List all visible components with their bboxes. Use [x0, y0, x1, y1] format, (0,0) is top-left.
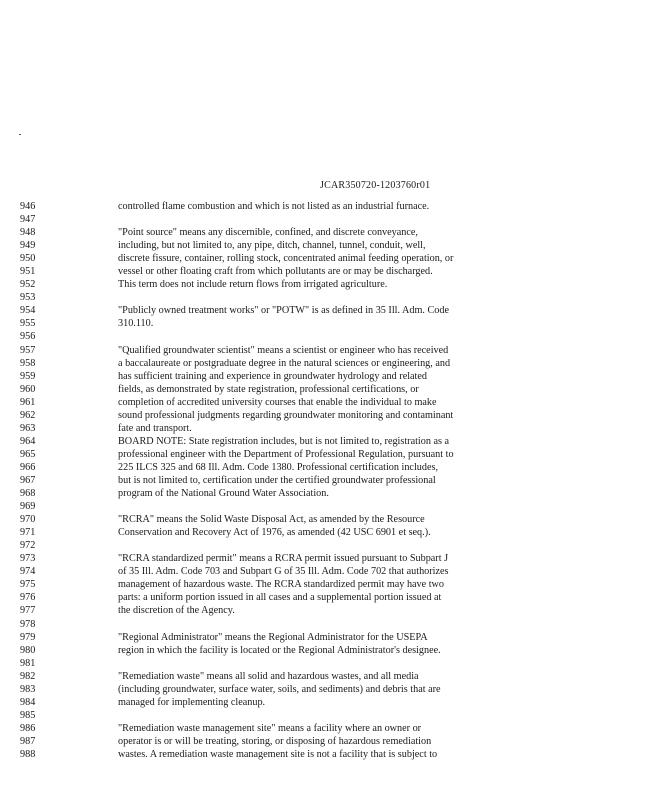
text-line: [0, 578, 671, 591]
text-line: [0, 631, 671, 644]
text-line: [0, 409, 671, 422]
line-text: Conservation and Recovery Act of 1976, as amended (42 USC 6901 et seq.).: [118, 527, 431, 539]
line-text: "Qualified groundwater scientist" means a scientist or engineer who has received: [118, 344, 449, 356]
text-line: [0, 552, 671, 565]
text-line: [0, 370, 671, 383]
line-text: 310.110.: [118, 318, 154, 330]
text-line: [0, 565, 671, 578]
line-number: 959: [20, 370, 36, 382]
text-line: [0, 696, 671, 709]
line-number: 963: [20, 422, 36, 434]
line-text: parts: a uniform portion issued in all cases and a supplemental portion issued at: [118, 592, 442, 604]
text-line: [0, 487, 671, 500]
text-line: [0, 657, 671, 670]
text-line: [0, 422, 671, 435]
line-number: 983: [20, 683, 36, 695]
text-line: [0, 200, 671, 213]
line-text: This term does not include return flows from irrigated agriculture.: [118, 279, 388, 291]
line-text: including, but not limited to, any pipe, ditch, channel, tunnel, conduit, well,: [118, 240, 426, 252]
line-text: management of hazardous waste. The RCRA standardized permit may have two: [118, 579, 444, 591]
line-number: 969: [20, 501, 36, 513]
text-line: [0, 226, 671, 239]
text-line: [0, 670, 671, 683]
line-text: "Point source" means any discernible, confined, and discrete conveyance,: [118, 227, 418, 239]
line-number: 980: [20, 644, 36, 656]
line-number: 951: [20, 266, 36, 278]
line-number: 950: [20, 253, 36, 265]
line-text: controlled flame combustion and which is not listed as an industrial furnace.: [118, 201, 430, 212]
line-number: 948: [20, 227, 36, 239]
line-number: 947: [20, 214, 36, 226]
text-line: [0, 239, 671, 252]
line-number: 964: [20, 435, 36, 447]
text-line: [0, 304, 671, 317]
text-line: [0, 344, 671, 357]
text-line: [0, 735, 671, 748]
line-number: 968: [20, 488, 36, 500]
line-number: 987: [20, 735, 36, 747]
line-number: 962: [20, 409, 36, 421]
line-text: wastes. A remediation waste management site is not a facility that is subject to: [118, 748, 438, 760]
text-line: [0, 500, 671, 513]
text-line: [0, 474, 671, 487]
text-line: [0, 604, 671, 617]
line-number: 975: [20, 579, 36, 591]
text-line: [0, 748, 671, 761]
line-number: 954: [20, 305, 36, 317]
line-text: region in which the facility is located or the Regional Administrator's designee.: [118, 644, 441, 656]
line-text: completion of accredited university courses that enable the individual to make: [118, 396, 437, 408]
line-number: 967: [20, 474, 36, 486]
line-number: 974: [20, 566, 36, 578]
line-text: vessel or other floating craft from which pollutants are or may be discharged.: [118, 266, 433, 278]
text-line: [0, 722, 671, 735]
line-number: 958: [20, 357, 36, 369]
text-line: [0, 618, 671, 631]
line-text: "Remediation waste" means all solid and hazardous wastes, and all media: [118, 670, 419, 682]
text-line: [0, 383, 671, 396]
line-text: sound professional judgments regarding groundwater monitoring and contaminant: [118, 409, 454, 421]
line-text: BOARD NOTE: State registration includes, but is not limited to, registration as a: [118, 435, 450, 447]
line-text: program of the National Ground Water Association.: [118, 488, 329, 500]
line-number: 953: [20, 292, 36, 304]
line-number: 946: [20, 201, 36, 212]
line-text: (including groundwater, surface water, soils, and sediments) and debris that are: [118, 683, 441, 695]
line-number: 952: [20, 279, 36, 291]
scan-speck: [19, 134, 21, 135]
line-text: but is not limited to, certification under the certified groundwater professional: [118, 474, 436, 486]
text-line: [0, 644, 671, 657]
text-line: [0, 435, 671, 448]
line-number: 970: [20, 514, 36, 526]
line-number: 965: [20, 448, 36, 460]
line-number: 955: [20, 318, 36, 330]
line-text: "RCRA" means the Solid Waste Disposal Act, as amended by the Resource: [118, 514, 425, 526]
line-number: 976: [20, 592, 36, 604]
line-number: 971: [20, 527, 36, 539]
text-line: [0, 513, 671, 526]
text-line: [0, 330, 671, 343]
line-number: 957: [20, 344, 36, 356]
line-number: 982: [20, 670, 36, 682]
line-number: 966: [20, 461, 36, 473]
text-line: [0, 591, 671, 604]
text-line: [0, 461, 671, 474]
line-text: professional engineer with the Department of Professional Regulation, pursuant to: [118, 448, 454, 460]
line-number: 973: [20, 553, 36, 565]
line-number: 986: [20, 722, 36, 734]
text-line: [0, 396, 671, 409]
text-line: [0, 448, 671, 461]
line-number: 981: [20, 657, 36, 669]
line-number: 960: [20, 383, 36, 395]
line-number: 979: [20, 631, 36, 643]
line-text: 225 ILCS 325 and 68 Ill. Adm. Code 1380. Professional certification includes,: [118, 461, 439, 473]
line-number: 949: [20, 240, 36, 252]
line-text: fields, as demonstrated by state registration, professional certifications, or: [118, 383, 419, 395]
line-text: has sufficient training and experience in groundwater hydrology and related: [118, 370, 428, 382]
line-number: 985: [20, 709, 36, 721]
line-text: the discretion of the Agency.: [118, 605, 235, 617]
line-text: managed for implementing cleanup.: [118, 696, 266, 708]
line-text: discrete fissure, container, rolling stock, concentrated animal feeding operation, or: [118, 253, 454, 265]
line-text: "Remediation waste management site" means a facility where an owner or: [118, 722, 422, 734]
document-body: [0, 200, 671, 761]
line-number: 961: [20, 396, 36, 408]
line-text: operator is or will be treating, storing, or disposing of hazardous remediation: [118, 735, 432, 747]
line-number: 988: [20, 748, 36, 760]
text-line: [0, 278, 671, 291]
line-number: 972: [20, 540, 36, 552]
line-number: 956: [20, 331, 36, 343]
text-line: [0, 317, 671, 330]
line-text: a baccalaureate or postgraduate degree in the natural sciences or engineering, and: [118, 357, 451, 369]
text-line: [0, 709, 671, 722]
line-number: 977: [20, 605, 36, 617]
text-line: [0, 357, 671, 370]
line-number: 984: [20, 696, 36, 708]
text-line: [0, 252, 671, 265]
text-line: [0, 291, 671, 304]
line-text: of 35 Ill. Adm. Code 703 and Subpart G of 35 Ill. Adm. Code 702 that authorizes: [118, 566, 449, 578]
line-text: "RCRA standardized permit" means a RCRA permit issued pursuant to Subpart J: [118, 553, 449, 565]
line-text: fate and transport.: [118, 422, 192, 434]
line-text: "Regional Administrator" means the Regional Administrator for the USEPA: [118, 631, 428, 643]
text-line: [0, 683, 671, 696]
document-header-id: JCAR350720-1203760r01: [320, 180, 431, 191]
line-number: 978: [20, 618, 36, 630]
text-line: [0, 526, 671, 539]
line-text: "Publicly owned treatment works" or "POTW" is as defined in 35 Ill. Adm. Code: [118, 305, 449, 317]
text-line: [0, 213, 671, 226]
text-line: [0, 265, 671, 278]
text-line: [0, 539, 671, 552]
